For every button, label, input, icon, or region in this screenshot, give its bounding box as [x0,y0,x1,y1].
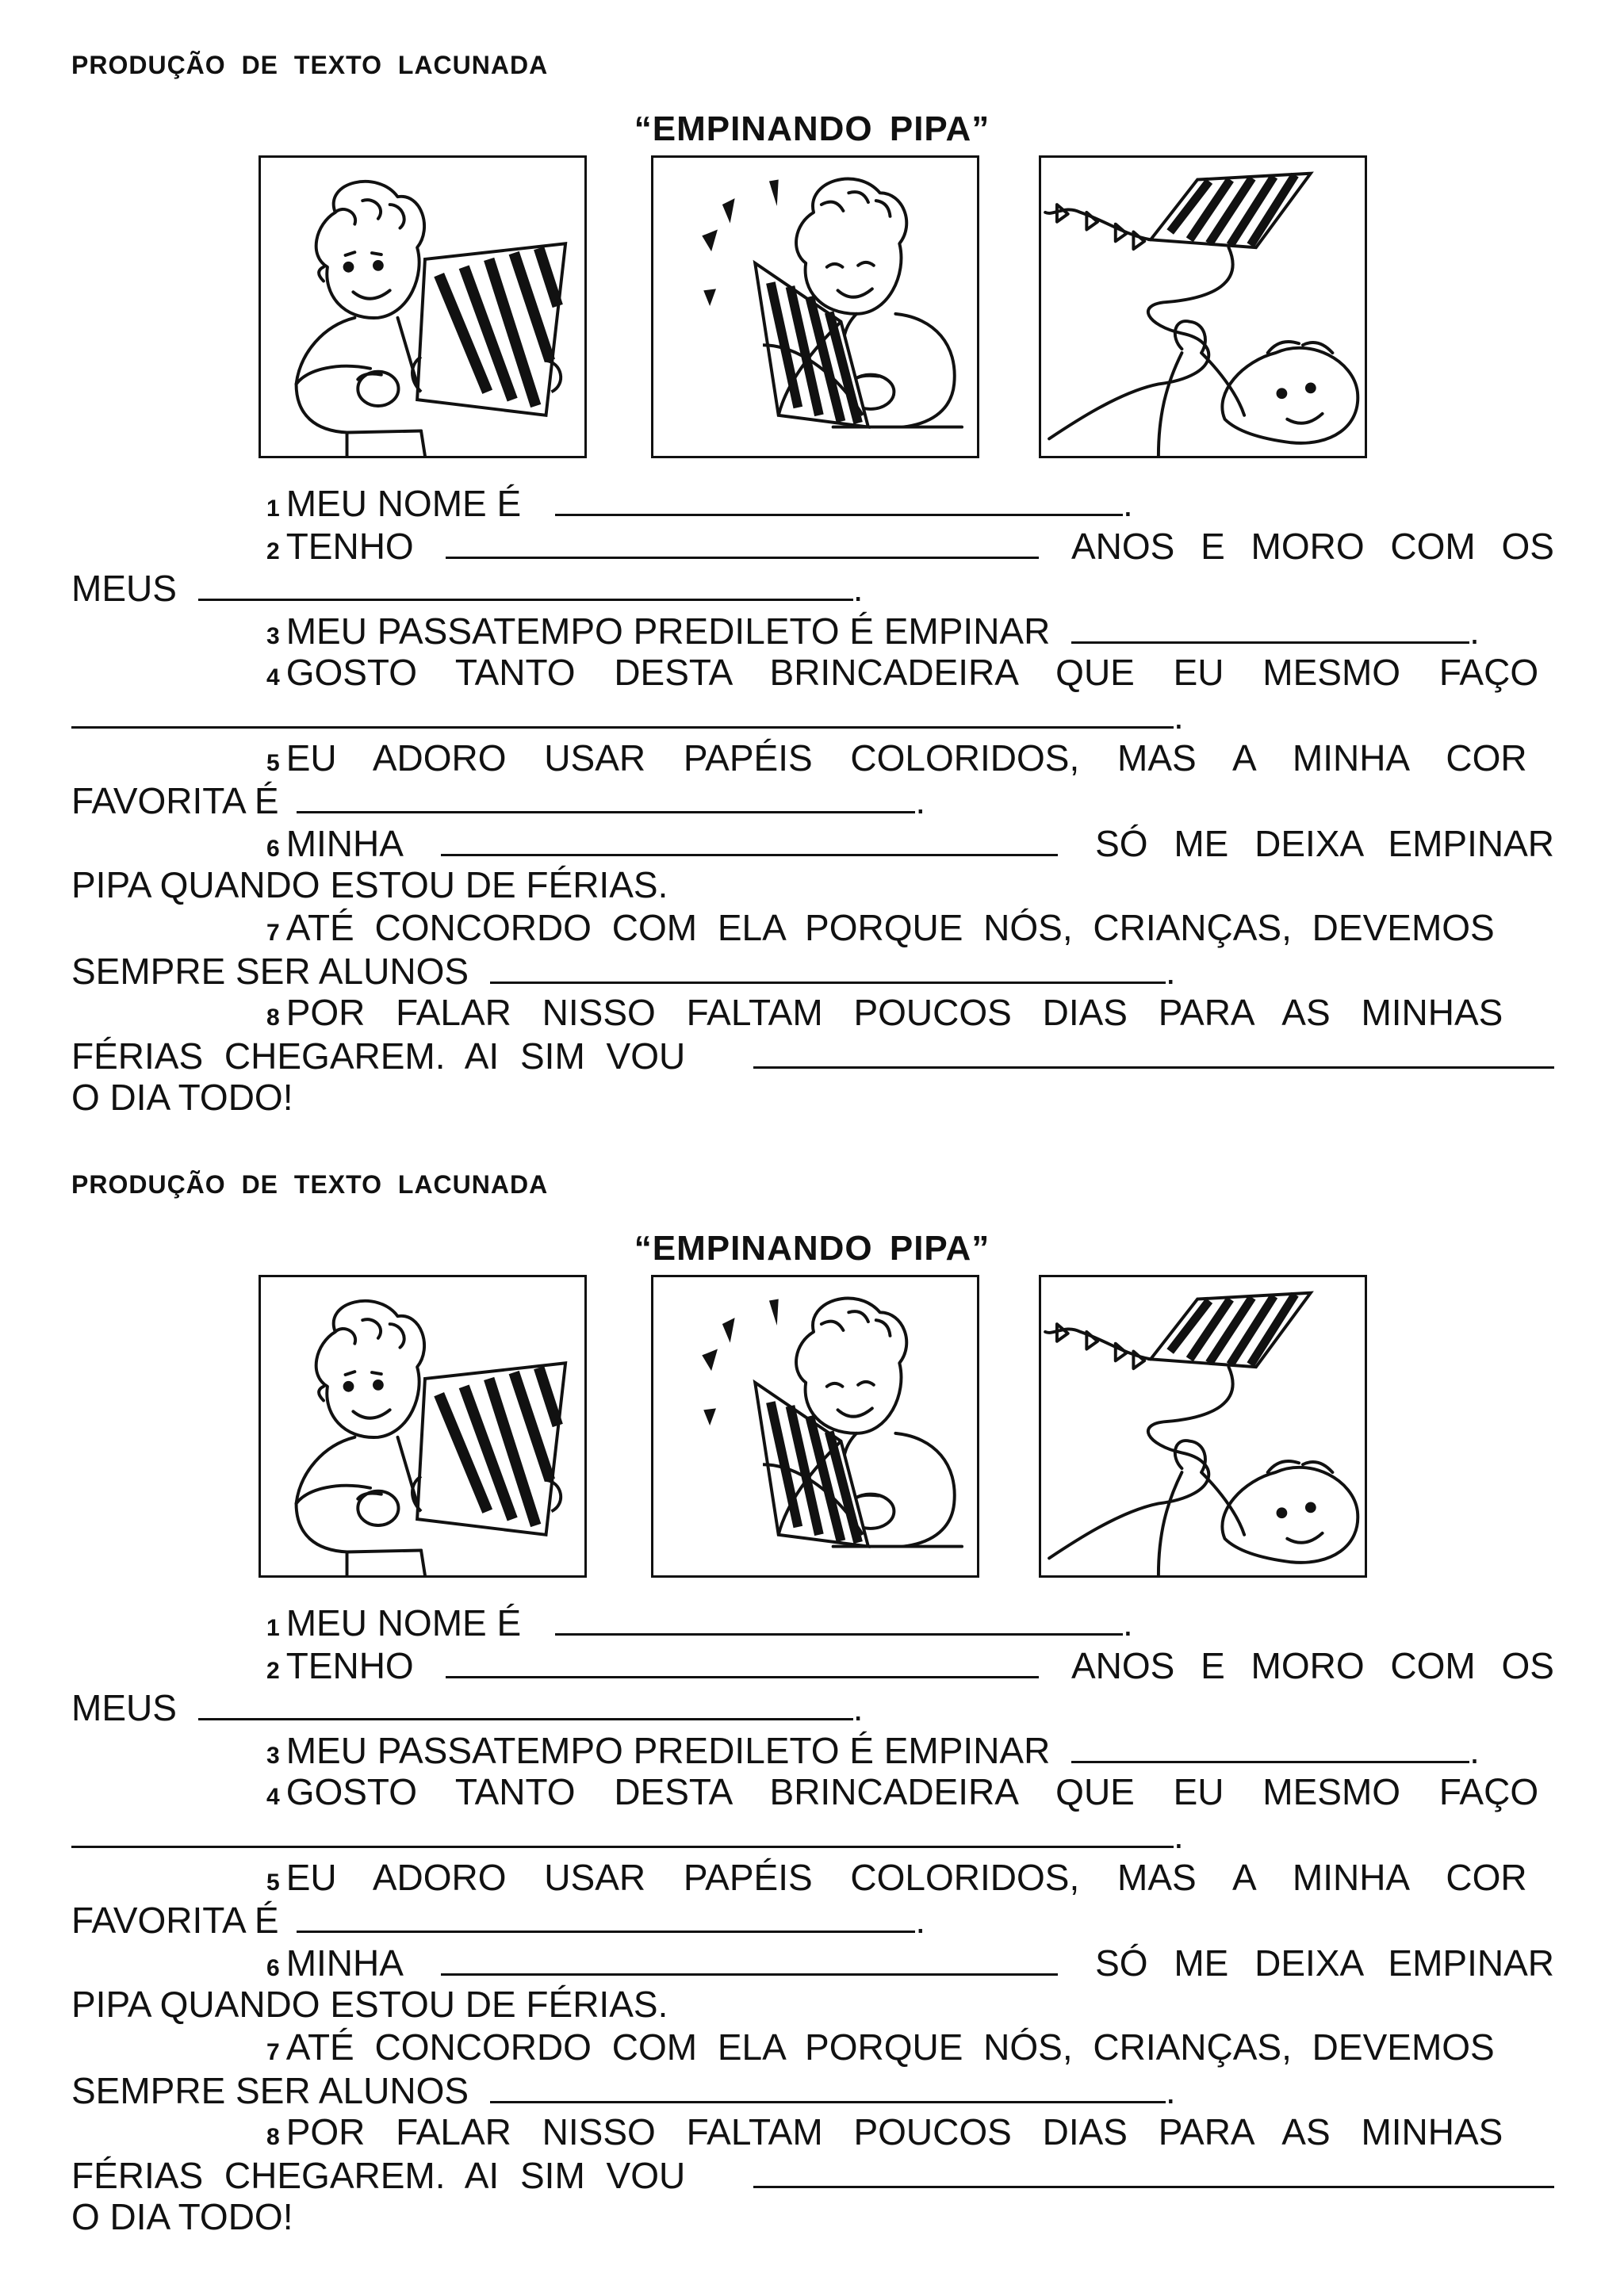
item-8-number: 8 [266,2124,280,2151]
item-1-line: 1 MEU NOME É . [266,1602,1133,1644]
blank-1-name[interactable] [555,482,1123,516]
item-4-line-b: . [71,1814,1554,1857]
item-2-continuation-b: MEUS [71,1687,177,1729]
boy-building-kite-icon [653,158,977,456]
item-6-prompt: MINHA [285,1942,404,1984]
item-3-number: 3 [266,1742,280,1769]
item-8-line-c [71,2196,1554,2239]
item-1-line: 1 MEU NOME É . [266,483,1133,524]
blank-2-age[interactable] [446,525,1039,559]
item-8-line-b [71,1035,1554,1077]
item-8-number: 8 [266,1004,280,1031]
item-4-line [71,1771,1554,1814]
item-8-continuation: FÉRIAS CHEGAREM. AI SIM VOU [71,2154,686,2196]
blank-2-age[interactable] [446,1644,1039,1678]
item-3-number: 3 [266,622,280,649]
item-7-continuation: SEMPRE SER ALUNOS [71,2069,469,2111]
item-5-number: 5 [266,749,280,776]
blank-8-activity[interactable] [753,1035,1554,1069]
illustration-panel-holding-kite [259,1275,587,1578]
item-6-number: 6 [266,835,280,862]
item-1-prompt: MEU NOME É [285,1602,522,1644]
illustration-panel-holding-kite [259,155,587,458]
item-4-prompt: GOSTO TANTO DESTA BRINCADEIRA QUE EU MESMO FAÇO [285,1771,1539,1813]
item-5-number: 5 [266,1869,280,1896]
item-6-line [71,1942,1554,1984]
item-8-prompt: POR FALAR NISSO FALTAM POUCOS DIAS PARA AS MINHAS [285,992,1503,1034]
blank-6-person[interactable] [441,1942,1058,1976]
blank-3-hobby[interactable] [1071,610,1469,644]
item-6-continuation-b: PIPA QUANDO ESTOU DE FÉRIAS. [71,1984,668,2026]
item-7-line-b: SEMPRE SER ALUNOS . [71,950,1176,992]
worksheet-title: “EMPINANDO PIPA” [634,1229,990,1268]
item-7-prompt: ATÉ CONCORDO COM ELA PORQUE NÓS, CRIANÇAS, DEVEMOS [285,2026,1495,2068]
boy-holding-kite-icon [261,1277,584,1575]
blank-7-student-quality[interactable] [490,950,1166,984]
blank-5-color[interactable] [297,779,915,813]
item-6-line [71,822,1554,865]
boy-flying-kite-icon [1041,158,1365,456]
blank-5-color[interactable] [297,1899,915,1933]
item-8-continuation: FÉRIAS CHEGAREM. AI SIM VOU [71,1035,686,1077]
boy-holding-kite-icon [261,158,584,456]
item-2-number: 2 [266,1657,280,1684]
item-2-continuation: ANOS E MORO COM OS [1071,525,1554,567]
item-4-prompt: GOSTO TANTO DESTA BRINCADEIRA QUE EU MESMO FAÇO [285,652,1539,694]
worksheet-title: “EMPINANDO PIPA” [634,109,990,148]
item-8-continuation-b: O DIA TODO! [71,2196,293,2238]
item-5-line-b: FAVORITA É . [71,1900,926,1942]
item-3-prompt: MEU PASSATEMPO PREDILETO É EMPINAR [285,1729,1051,1771]
item-8-line [71,992,1554,1035]
item-1-number: 1 [266,1615,280,1641]
item-6-number: 6 [266,1954,280,1981]
blank-2-family[interactable] [198,567,853,601]
item-5-line [71,737,1554,780]
item-1-number: 1 [266,496,280,522]
item-2-prompt: TENHO [285,525,414,567]
item-3-line: 3 MEU PASSATEMPO PREDILETO É EMPINAR . [266,1729,1480,1771]
item-7-continuation: SEMPRE SER ALUNOS [71,950,469,992]
item-7-prompt: ATÉ CONCORDO COM ELA PORQUE NÓS, CRIANÇAS, DEVEMOS [285,906,1495,948]
item-2-continuation: ANOS E MORO COM OS [1071,1644,1554,1686]
item-2-line-b: MEUS . [71,568,864,610]
item-6-continuation-b: PIPA QUANDO ESTOU DE FÉRIAS. [71,864,668,906]
item-2-line [71,525,1554,568]
blank-8-activity[interactable] [753,2154,1554,2188]
boy-building-kite-icon [653,1277,977,1575]
blank-7-student-quality[interactable] [490,2069,1166,2103]
item-4-line [71,652,1554,695]
item-7-line-b: SEMPRE SER ALUNOS . [71,2069,1176,2111]
worksheet-copy-1 [0,0,1624,1126]
item-3-prompt: MEU PASSATEMPO PREDILETO É EMPINAR [285,610,1051,652]
item-5-line [71,1857,1554,1900]
blank-2-family[interactable] [198,1686,853,1720]
item-6-continuation: SÓ ME DEIXA EMPINAR [1095,822,1554,864]
blank-1-name[interactable] [555,1601,1123,1636]
blank-6-person[interactable] [441,822,1058,856]
item-7-number: 7 [266,2038,280,2065]
worksheet-heading: PRODUÇÃO DE TEXTO LACUNADA [71,1170,549,1199]
item-8-line-c [71,1077,1554,1119]
illustration-panel-building-kite [651,155,979,458]
item-5-prompt: EU ADORO USAR PAPÉIS COLORIDOS, MAS A MINHA COR [285,737,1527,779]
worksheet-copy-2 [0,1119,1624,2245]
item-4-number: 4 [266,664,280,691]
item-8-line [71,2111,1554,2154]
item-7-number: 7 [266,919,280,946]
blank-4-what-i-make[interactable] [71,1814,1174,1848]
item-2-continuation-b: MEUS [71,568,177,610]
item-3-line: 3 MEU PASSATEMPO PREDILETO É EMPINAR . [266,610,1480,652]
item-5-continuation: FAVORITA É [71,780,279,822]
blank-4-what-i-make[interactable] [71,695,1174,729]
illustration-panel-flying-kite [1039,1275,1367,1578]
item-4-line-b: . [71,695,1554,737]
item-4-number: 4 [266,1784,280,1811]
item-8-prompt: POR FALAR NISSO FALTAM POUCOS DIAS PARA AS MINHAS [285,2111,1503,2153]
item-8-continuation-b: O DIA TODO! [71,1077,293,1119]
item-2-line-b: MEUS . [71,1687,864,1729]
item-2-number: 2 [266,538,280,564]
illustration-panel-flying-kite [1039,155,1367,458]
item-6-line-b [71,864,1554,907]
blank-3-hobby[interactable] [1071,1729,1469,1763]
item-6-prompt: MINHA [285,822,404,864]
item-6-line-b [71,1984,1554,2026]
fill-in-text [71,482,1554,1119]
illustration-panel-building-kite [651,1275,979,1578]
item-2-prompt: TENHO [285,1644,414,1686]
item-5-line-b: FAVORITA É . [71,780,926,822]
item-5-continuation: FAVORITA É [71,1900,279,1942]
item-8-line-b [71,2154,1554,2197]
item-7-line [71,2026,1554,2069]
item-1-prompt: MEU NOME É [285,483,522,524]
fill-in-text [71,1601,1554,2239]
item-2-line [71,1644,1554,1687]
worksheet-heading: PRODUÇÃO DE TEXTO LACUNADA [71,51,549,79]
item-6-continuation: SÓ ME DEIXA EMPINAR [1095,1942,1554,1984]
item-7-line [71,907,1554,950]
item-5-prompt: EU ADORO USAR PAPÉIS COLORIDOS, MAS A MINHA COR [285,1856,1527,1898]
boy-flying-kite-icon [1041,1277,1365,1575]
